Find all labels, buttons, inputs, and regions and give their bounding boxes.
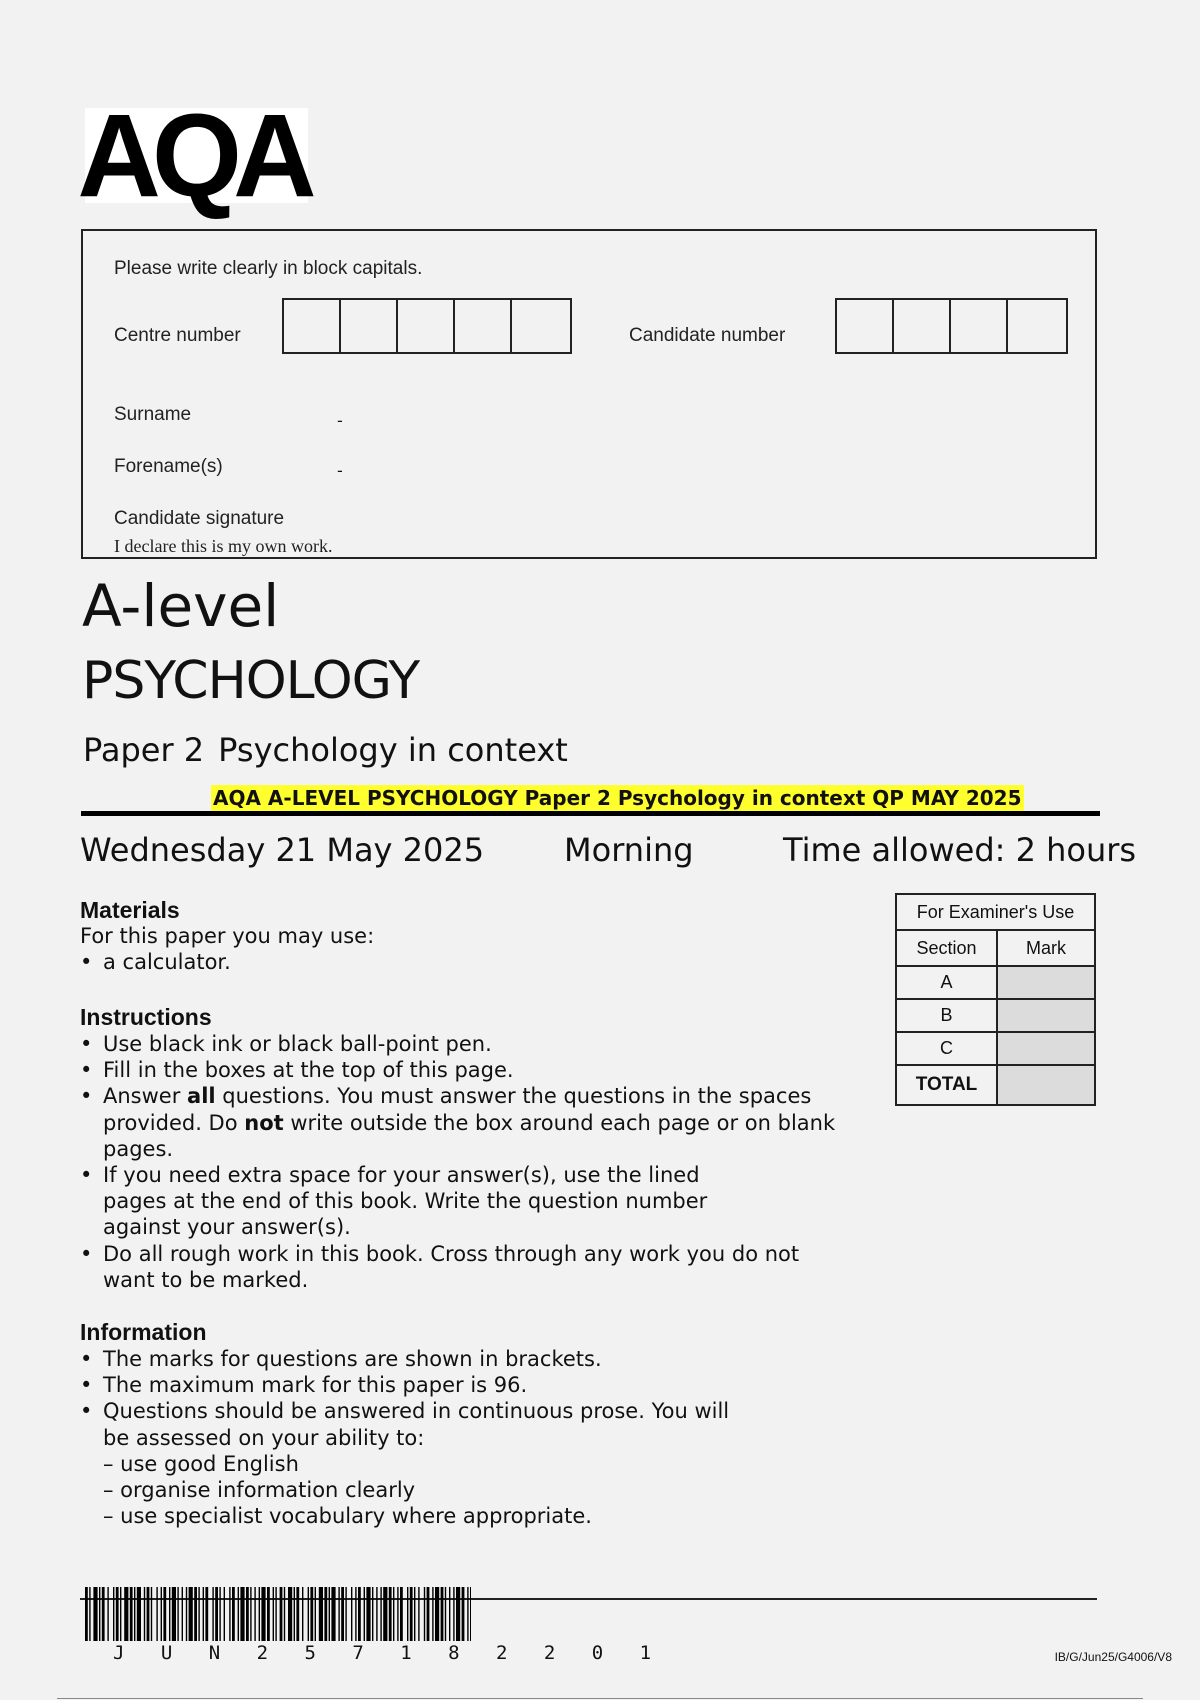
barcode-bar: [120, 1587, 121, 1641]
barcode-bar: [161, 1587, 162, 1641]
barcode-bar: [224, 1587, 225, 1641]
barcode-bar: [151, 1587, 152, 1641]
centre-number-cell[interactable]: [398, 300, 455, 352]
barcode-bar: [315, 1587, 316, 1641]
total-label: TOTAL: [896, 1065, 997, 1105]
barcode-bar: [462, 1587, 465, 1641]
barcode-bar: [246, 1587, 249, 1641]
barcode-bar: [383, 1587, 387, 1641]
barcode-bar: [215, 1587, 218, 1641]
forename-field[interactable]: -: [337, 461, 343, 480]
barcode-bar: [288, 1587, 292, 1641]
section-cell: C: [896, 1032, 997, 1065]
information-list: [80, 1346, 870, 1529]
barcode-bar: [198, 1587, 199, 1641]
barcode-bar: [238, 1587, 239, 1641]
barcode-bar: [172, 1587, 176, 1641]
centre-number-cell[interactable]: [341, 300, 398, 352]
exam-session: Morning: [564, 831, 694, 869]
barcode-bar: [389, 1587, 392, 1641]
table-row: [896, 966, 1095, 999]
section-column-header: Section: [896, 930, 997, 966]
barcode-bar: [186, 1587, 187, 1641]
materials-heading: Materials: [80, 897, 180, 923]
barcode-bar: [147, 1587, 150, 1641]
barcode-bar: [232, 1587, 235, 1641]
surname-label: Surname: [114, 404, 192, 425]
barcode-bar: [427, 1587, 430, 1641]
barcode-bar: [212, 1587, 213, 1641]
barcode-bar: [435, 1587, 439, 1641]
barcode-bar: [453, 1587, 454, 1641]
barcode-bar: [156, 1587, 157, 1641]
time-allowed: Time allowed: 2 hours: [783, 831, 1137, 869]
total-mark-cell[interactable]: [997, 1065, 1095, 1105]
barcode-bar: [113, 1587, 114, 1641]
barcode-bar: [294, 1587, 295, 1641]
barcode-bar: [364, 1587, 365, 1641]
sub-list-item: – use good English: [103, 1451, 299, 1476]
barcode-bar: [144, 1587, 145, 1641]
centre-number-field[interactable]: [282, 298, 572, 354]
barcode-bar: [324, 1587, 327, 1641]
barcode: [85, 1587, 471, 1641]
barcode-bar: [163, 1587, 166, 1641]
mark-cell[interactable]: [997, 966, 1095, 999]
qualification-level: A-level: [82, 572, 280, 640]
barcode-bar: [116, 1587, 119, 1641]
candidate-number-label: Candidate number: [629, 325, 786, 346]
barcode-bar: [229, 1587, 230, 1641]
list-item: • The marks for questions are shown in brackets.: [80, 1346, 870, 1372]
barcode-bar: [331, 1587, 335, 1641]
block-capitals-instruction: Please write clearly in block capitals.: [114, 258, 423, 279]
barcode-bar: [449, 1587, 450, 1641]
list-item: • The maximum mark for this paper is 96.: [80, 1372, 870, 1398]
table-row-total: [896, 1065, 1095, 1105]
list-item-answer-all: • Answer all questions. You must answer the questions in the spaces provided. Do not write outside the box around each page or on blank pages.: [80, 1083, 870, 1162]
exam-date: Wednesday 21 May 2025: [80, 831, 485, 869]
barcode-bar: [124, 1587, 128, 1641]
barcode-bar: [189, 1587, 193, 1641]
barcode-bar: [296, 1587, 299, 1641]
barcode-bar: [366, 1587, 370, 1641]
barcode-bar: [89, 1587, 90, 1641]
barcode-bar: [93, 1587, 97, 1641]
barcode-bar: [284, 1587, 285, 1641]
barcode-bar: [169, 1587, 170, 1641]
barcode-bar: [107, 1587, 108, 1641]
barcode-bar: [380, 1587, 381, 1641]
barcode-bar: [240, 1587, 244, 1641]
section-cell: B: [896, 999, 997, 1032]
barcode-bar: [358, 1587, 361, 1641]
list-item-text: Questions should be answered in continuous prose. You will be assessed on your ability to:: [103, 1399, 730, 1450]
forename-label: Forename(s): [114, 456, 223, 477]
paper-title-line: [83, 730, 568, 770]
list-item: • Fill in the boxes at the top of this page.: [80, 1057, 870, 1083]
aqa-logo: [77, 89, 308, 222]
barcode-bar: [308, 1587, 309, 1641]
barcode-bar: [341, 1587, 344, 1641]
signature-label: Candidate signature: [114, 508, 285, 529]
barcode-bar: [250, 1587, 251, 1641]
barcode-bar: [407, 1587, 408, 1641]
candidate-number-cell[interactable]: [1008, 300, 1065, 352]
barcode-bar: [203, 1587, 204, 1641]
information-heading: Information: [80, 1319, 207, 1345]
list-item-with-sublist: [80, 1398, 743, 1529]
barcode-bar: [205, 1587, 208, 1641]
paper-name: Psychology in context: [218, 731, 568, 769]
barcode-bar: [130, 1587, 133, 1641]
barcode-bar: [445, 1587, 446, 1641]
examiners-use-title: For Examiner's Use: [896, 894, 1095, 930]
assessment-criteria-list: [103, 1451, 743, 1530]
list-item: • Use black ink or black ball-point pen.: [80, 1031, 870, 1057]
mark-cell[interactable]: [997, 999, 1095, 1032]
barcode-bar: [275, 1587, 276, 1641]
barcode-bar: [85, 1587, 88, 1641]
barcode-bar: [261, 1587, 265, 1641]
barcode-bar: [400, 1587, 403, 1641]
barcode-bar: [410, 1587, 413, 1641]
barcode-bar: [424, 1587, 425, 1641]
barcode-bar: [319, 1587, 323, 1641]
barcode-bar: [470, 1587, 471, 1641]
barcode-digits: J U N 2 5 7 1 8 2 2 0 1: [113, 1642, 664, 1664]
barcode-bar: [338, 1587, 339, 1641]
barcode-bar: [397, 1587, 398, 1641]
barcode-bar: [355, 1587, 356, 1641]
barcode-bar: [456, 1587, 460, 1641]
barcode-bar: [345, 1587, 346, 1641]
list-item: • If you need extra space for your answer(s), use the lined pages at the end of this book. Write the question number against your answer(s).: [80, 1162, 743, 1241]
barcode-bar: [351, 1587, 352, 1641]
table-row: [896, 1032, 1095, 1065]
barcode-bar: [302, 1587, 303, 1641]
page-bottom-rule: [57, 1698, 1143, 1699]
barcode-bar: [182, 1587, 183, 1641]
barcode-bar: [418, 1587, 419, 1641]
barcode-bar: [329, 1587, 330, 1641]
instructions-heading: Instructions: [80, 1004, 212, 1030]
materials-intro: For this paper you may use:: [80, 924, 375, 948]
document-reference: IB/G/Jun25/G4006/V8: [1054, 1650, 1172, 1664]
logo-text: AQA: [77, 89, 308, 222]
barcode-bar: [99, 1587, 100, 1641]
barcode-bar: [177, 1587, 178, 1641]
barcode-bar: [376, 1587, 377, 1641]
highlighted-paper-reference: AQA A-LEVEL PSYCHOLOGY Paper 2 Psychology in context QP MAY 2025: [213, 786, 1022, 810]
barcode-bar: [467, 1587, 468, 1641]
table-row: [896, 999, 1095, 1032]
candidate-number-field[interactable]: [835, 298, 1068, 354]
candidate-number-cell[interactable]: [894, 300, 951, 352]
sub-list-item: – use specialist vocabulary where appropriate.: [103, 1504, 592, 1529]
sub-list-item: – organise information clearly: [103, 1478, 416, 1503]
candidate-number-cell[interactable]: [837, 300, 894, 352]
list-item: • Do all rough work in this book. Cross through any work you do not want to be marked.: [80, 1241, 803, 1293]
barcode-bar: [372, 1587, 373, 1641]
barcode-bar: [254, 1587, 255, 1641]
list-item: • a calculator.: [80, 949, 870, 975]
title-divider: [81, 811, 1100, 816]
declaration-text: I declare this is my own work.: [114, 536, 333, 556]
materials-list: [80, 949, 870, 975]
examiners-use-table: [895, 893, 1096, 1106]
barcode-bar: [432, 1587, 433, 1641]
barcode-bar: [259, 1587, 260, 1641]
barcode-bar: [102, 1587, 105, 1641]
paper-number: Paper 2: [83, 731, 205, 769]
barcode-bar: [441, 1587, 444, 1641]
subject-title: PSYCHOLOGY: [82, 651, 420, 711]
barcode-bar: [219, 1587, 220, 1641]
centre-number-cell[interactable]: [284, 300, 341, 352]
barcode-bar: [194, 1587, 197, 1641]
barcode-bar: [310, 1587, 313, 1641]
centre-number-cell[interactable]: [455, 300, 512, 352]
centre-number-cell[interactable]: [512, 300, 569, 352]
candidate-number-cell[interactable]: [951, 300, 1008, 352]
centre-number-label: Centre number: [114, 325, 241, 346]
barcode-bar: [267, 1587, 270, 1641]
candidate-details-box: [81, 229, 1097, 559]
section-cell: A: [896, 966, 997, 999]
barcode-bar: [137, 1587, 141, 1641]
barcode-bar: [134, 1587, 135, 1641]
surname-field[interactable]: -: [337, 411, 343, 430]
barcode-bar: [393, 1587, 394, 1641]
mark-column-header: Mark: [997, 930, 1095, 966]
mark-cell[interactable]: [997, 1032, 1095, 1065]
barcode-bar: [280, 1587, 283, 1641]
barcode-bar: [273, 1587, 274, 1641]
barcode-bar: [414, 1587, 415, 1641]
instructions-list: [80, 1031, 870, 1293]
